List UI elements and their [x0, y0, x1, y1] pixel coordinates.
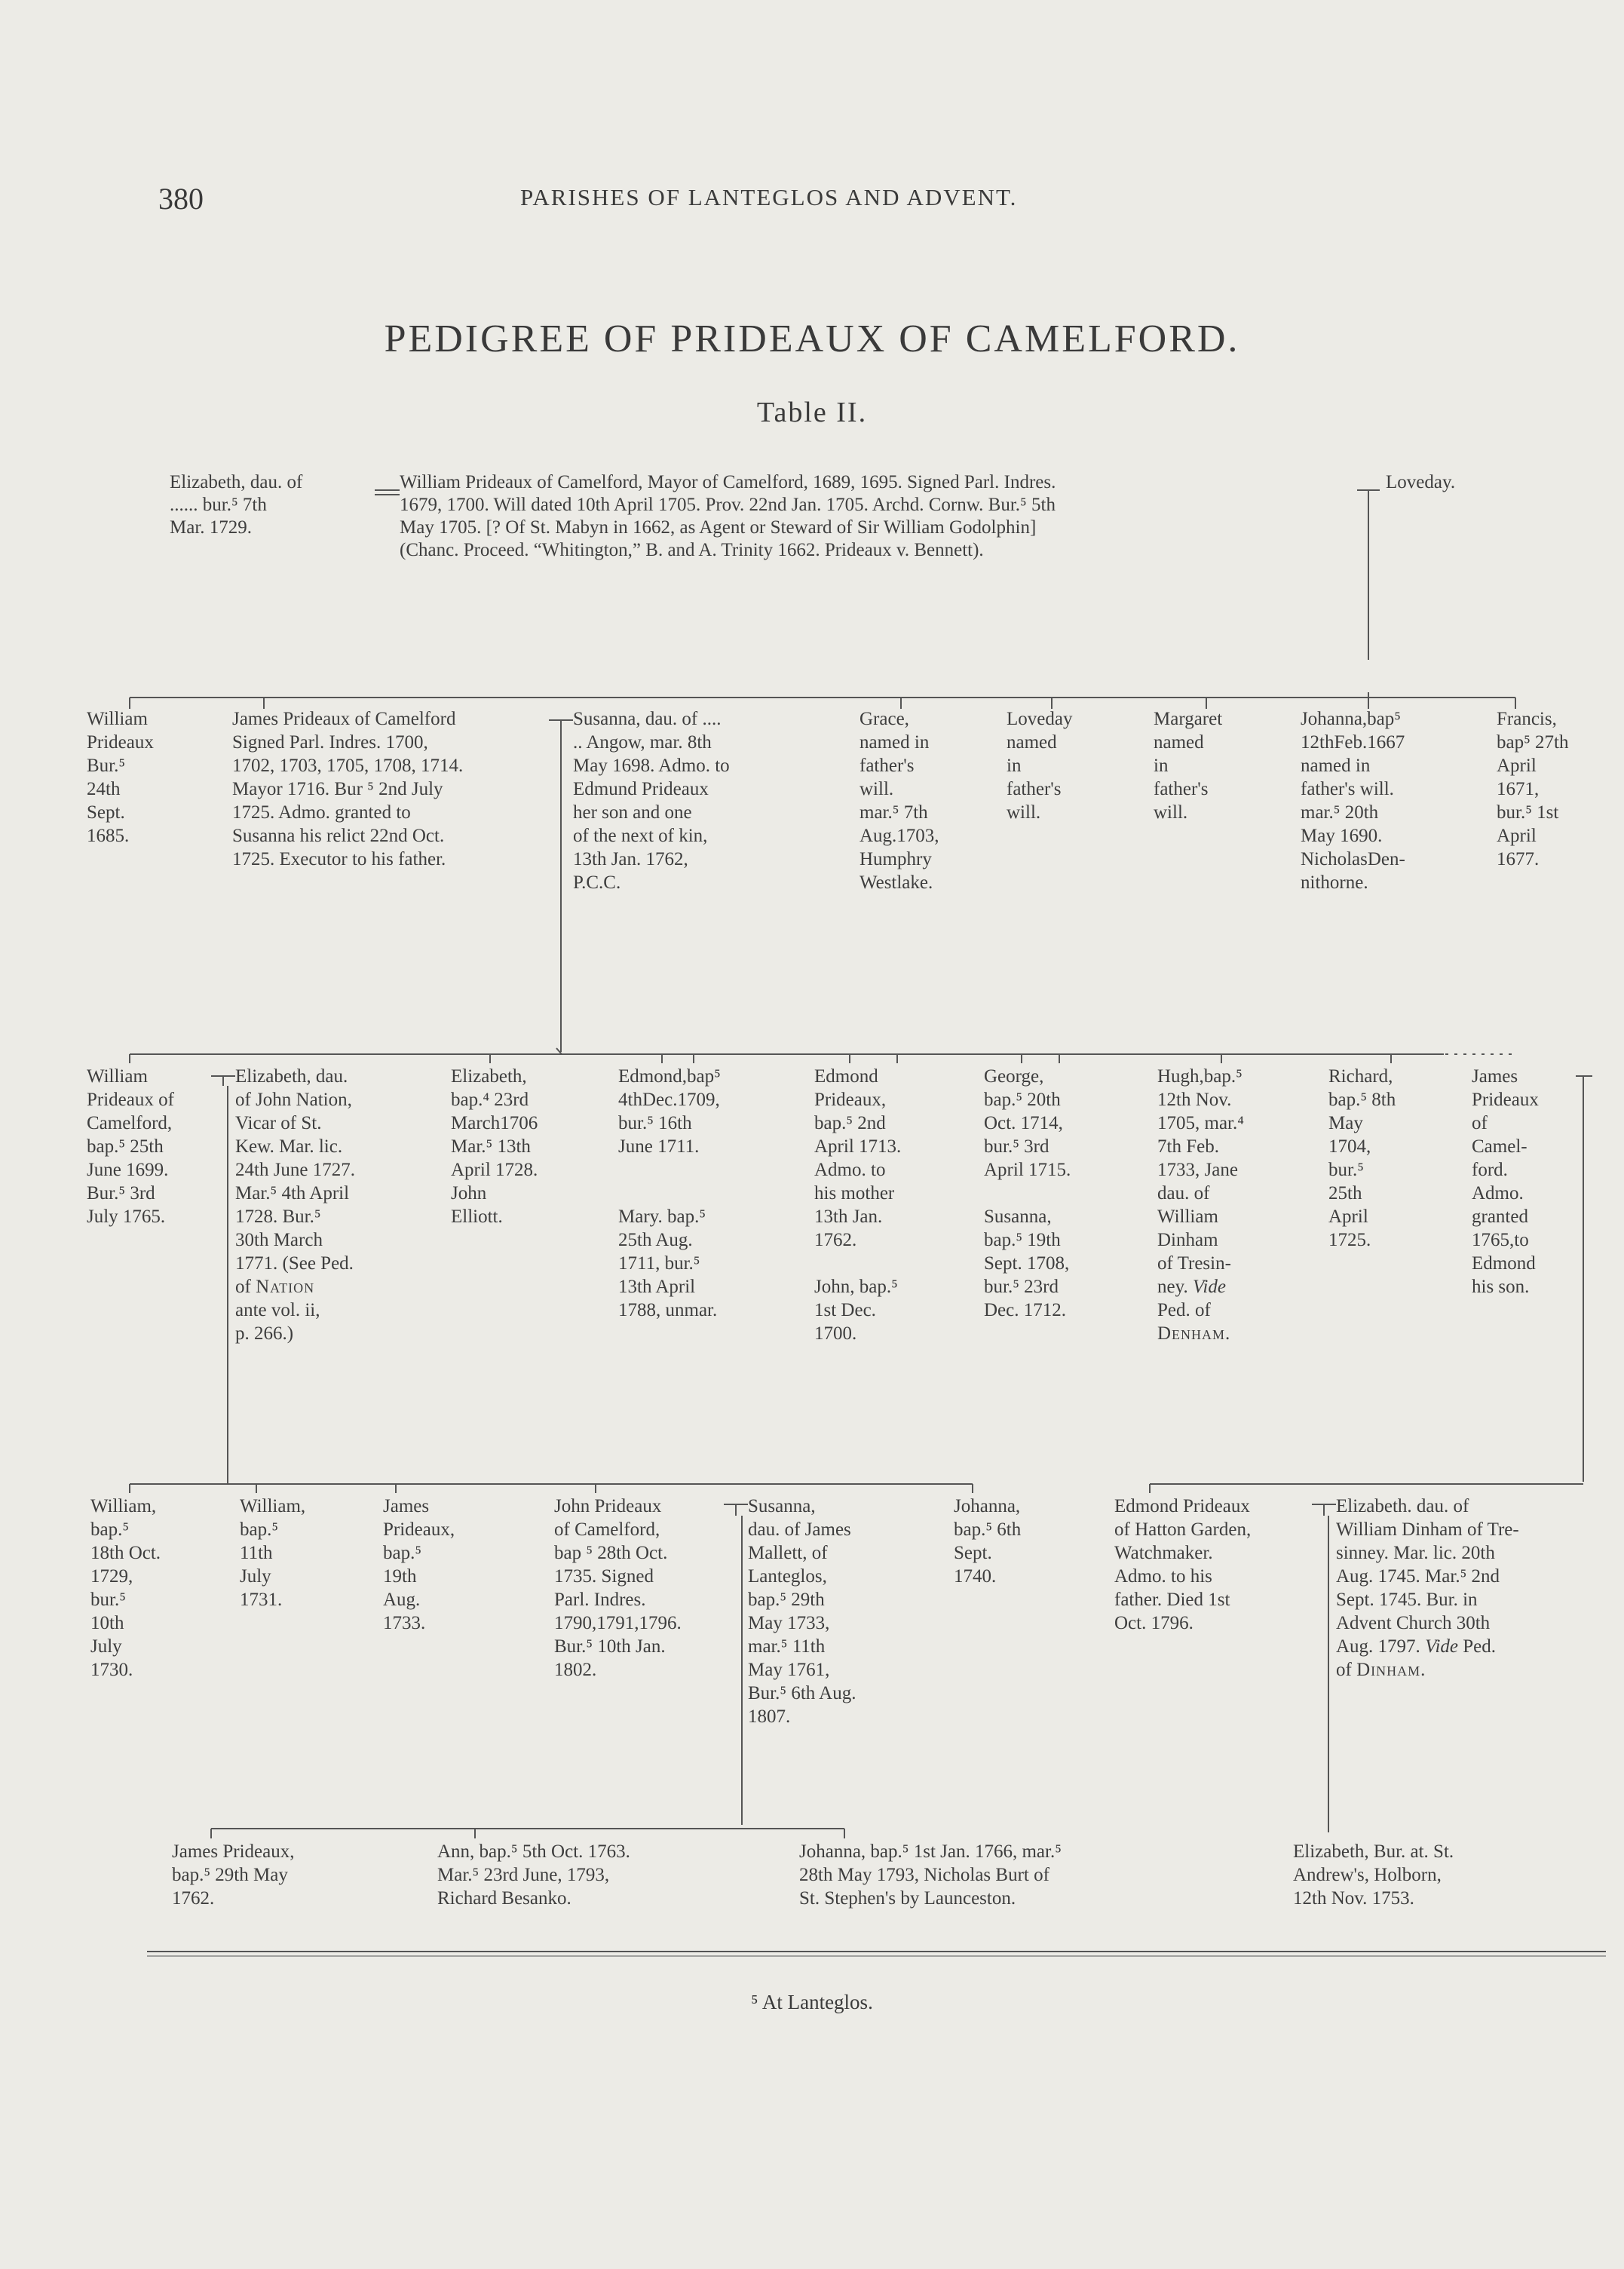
gen3-william-prideaux: William Prideaux of Camelford, bap.⁵ 25th June 1699. Bur.⁵ 3rd July 1765.	[87, 1066, 174, 1227]
page-title: PEDIGREE OF PRIDEAUX OF CAMELFORD.	[384, 317, 1240, 360]
gen5-elizabeth-1753: Elizabeth, Bur. at. St. Andrew's, Holborn, 12th Nov. 1753.	[1293, 1841, 1454, 1909]
gen2-margaret: Margaret named in father's will.	[1154, 709, 1223, 823]
gen3-elizabeth-elliott: Elizabeth, bap.⁴ 23rd March1706 Mar.⁵ 13th April 1728. John Elliott.	[451, 1066, 538, 1227]
table-subtitle: Table II.	[756, 397, 868, 428]
gen2-james-prideaux: James Prideaux of Camelford Signed Parl. Indres. 1700, 1702, 1703, 1705, 1708, 1714. Mayor 1716. Bur ⁵ 2nd July 1725. Admo. granted to Susanna his relict 22nd Oct. 1725. Executor to his father.	[232, 709, 464, 869]
elizabeth-first-wife: Elizabeth, dau. of ...... bur.⁵ 7th Mar. 1729.	[170, 472, 303, 538]
gen2-loveday: Loveday named in father's will.	[1007, 709, 1073, 823]
gen2-william-prideaux: William Prideaux Bur.⁵ 24th Sept. 1685.	[87, 709, 154, 846]
gen4-elizabeth-dinham: Elizabeth. dau. of William Dinham of Tre- sinney. Mar. lic. 20th Aug. 1745. Mar.⁵ 2nd Sept. 1745. Bur. in Advent Church 30th Aug. 1797. Vide Ped. of Dinham.	[1336, 1496, 1519, 1680]
gen4-susanna-mallett: Susanna, dau. of James Mallett, of Lanteglos, bap.⁵ 29th May 1733, mar.⁵ 11th May 1761, Bur.⁵ 6th Aug. 1807.	[748, 1496, 856, 1727]
gen3-james-of-camelford: James Prideaux of Camel- ford. Admo. granted 1765,to Edmond his son.	[1472, 1066, 1539, 1297]
gen4-johanna-1740: Johanna, bap.⁵ 6th Sept. 1740.	[954, 1496, 1022, 1587]
gen5-johanna-1766: Johanna, bap.⁵ 1st Jan. 1766, mar.⁵ 28th May 1793, Nicholas Burt of St. Stephen's by Launceston.	[799, 1841, 1062, 1909]
gen2-susanna-angow: Susanna, dau. of .... .. Angow, mar. 8th May 1698. Admo. to Edmund Prideaux her son and one of the next of kin, 13th Jan. 1762, P.C.C.	[573, 709, 730, 893]
gen4-william-1729: William, bap.⁵ 18th Oct. 1729, bur.⁵ 10th July 1730.	[90, 1496, 161, 1680]
gen4-john-prideaux: John Prideaux of Camelford, bap ⁵ 28th Oct. 1735. Signed Parl. Indres. 1790,1791,1796. Bur.⁵ 10th Jan. 1802.	[554, 1496, 682, 1680]
gen4-william-1731: William, bap.⁵ 11th July 1731.	[240, 1496, 306, 1610]
footnote: ⁵ At Lanteglos.	[751, 1991, 873, 2013]
page-number: 380	[158, 182, 204, 216]
gen4-edmond-hatton-garden: Edmond Prideaux of Hatton Garden, Watchmaker. Admo. to his father. Died 1st Oct. 1796.	[1114, 1496, 1252, 1633]
william-prideaux-of-camelford: William Prideaux of Camelford, Mayor of Camelford, 1689, 1695. Signed Parl. Indres. 1679, 1700. Will dated 10th April 1705. Prov. 22nd Jan. 1705. Archd. Cornw. Bur.⁵ 5th May 1705. [? Of St. Mabyn in 1662, as Agent or Steward of Sir William Godolphin] (Chanc. Proceed. “Whitington,” B. and A. Trinity 1662. Prideaux v. Bennett).	[400, 472, 1056, 560]
gen3-richard: Richard, bap.⁵ 8th May 1704, bur.⁵ 25th April 1725.	[1328, 1066, 1396, 1250]
loveday-second-wife: Loveday.	[1386, 472, 1456, 492]
gen3-george-and-susanna: George, bap.⁵ 20th Oct. 1714, bur.⁵ 3rd April 1715. Susanna, bap.⁵ 19th Sept. 1708, bur.⁵ 23rd Dec. 1712.	[984, 1066, 1071, 1320]
gen5-james-1762: James Prideaux, bap.⁵ 29th May 1762.	[172, 1841, 295, 1909]
gen2-grace: Grace, named in father's will. mar.⁵ 7th Aug.1703, Humphry Westlake.	[859, 709, 939, 893]
running-head: PARISHES OF LANTEGLOS AND ADVENT.	[520, 184, 1018, 210]
gen3-elizabeth-nation: Elizabeth, dau. of John Nation, Vicar of St. Kew. Mar. lic. 24th June 1727. Mar.⁵ 4th April 1728. Bur.⁵ 30th March 1771. (See Ped. of Nation ante vol. ii, p. 266.)	[235, 1066, 356, 1344]
gen4-james-1733: James Prideaux, bap.⁵ 19th Aug. 1733.	[383, 1496, 455, 1633]
gen3-hugh: Hugh,bap.⁵ 12th Nov. 1705, mar.⁴ 7th Feb. 1733, Jane dau. of William Dinham of Tresin- ney. Vide Ped. of Denham.	[1157, 1066, 1244, 1344]
gen2-francis: Francis, bap⁵ 27th April 1671, bur.⁵ 1st April 1677.	[1497, 709, 1569, 869]
gen3-edmond-and-mary: Edmond,bap⁵ 4thDec.1709, bur.⁵ 16th June 1711. Mary. bap.⁵ 25th Aug. 1711, bur.⁵ 13th April 1788, unmar.	[618, 1066, 721, 1320]
gen2-johanna: Johanna,bap⁵ 12thFeb.1667 named in father's will. mar.⁵ 20th May 1690. NicholasDen- nithorne.	[1301, 709, 1405, 893]
gen5-ann-1763: Ann, bap.⁵ 5th Oct. 1763. Mar.⁵ 23rd June, 1793, Richard Besanko.	[437, 1841, 630, 1909]
gen3-edmond-and-john: Edmond Prideaux, bap.⁵ 2nd April 1713. Admo. to his mother 13th Jan. 1762. John, bap.⁵ 1st Dec. 1700.	[814, 1066, 902, 1344]
